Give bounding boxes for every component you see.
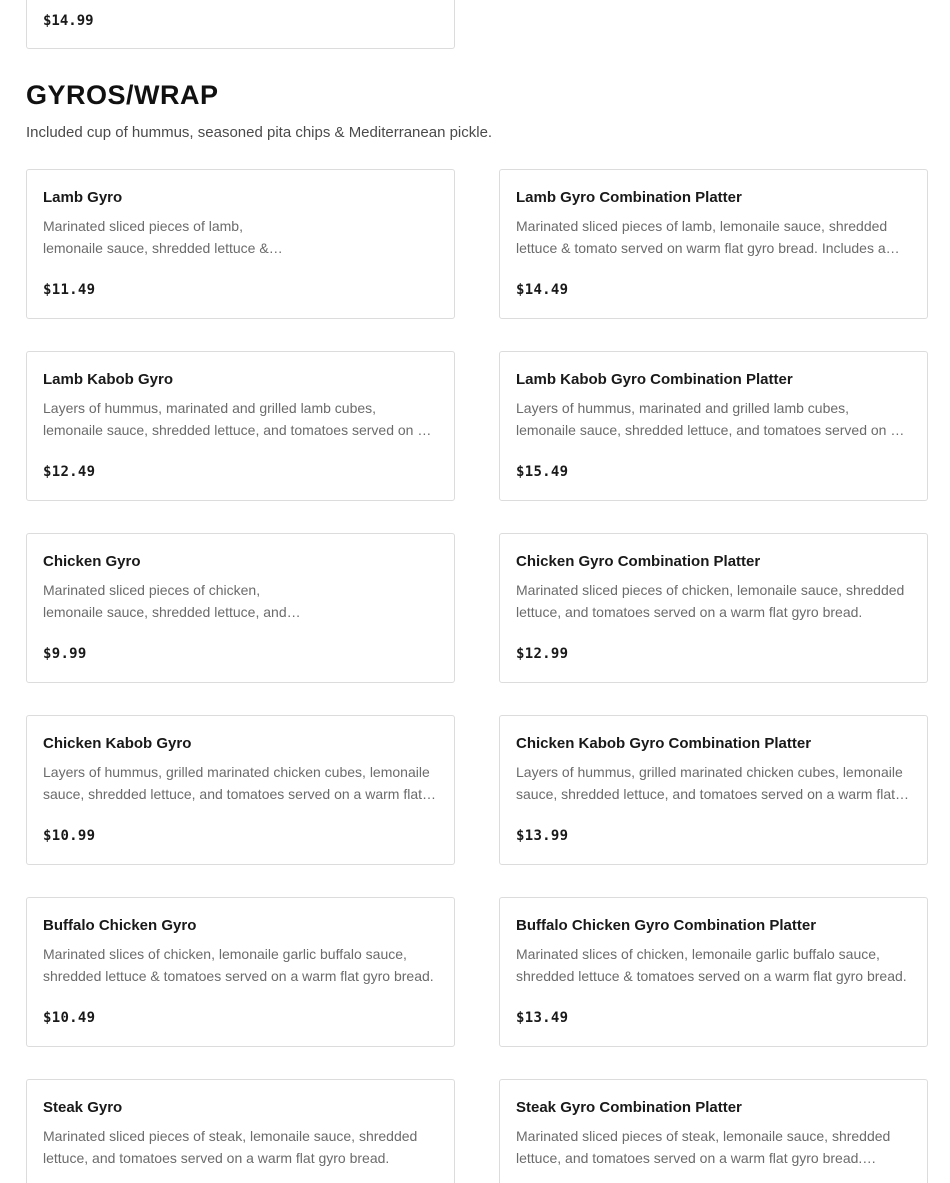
menu-item-card[interactable] (26, 533, 455, 683)
item-price: $12.99 (516, 646, 569, 662)
item-price: $13.99 (516, 828, 569, 844)
menu-item-card[interactable] (26, 1079, 455, 1183)
item-description: Marinated sliced pieces of chicken, lemonaile sauce, shredded lettuce, and (43, 582, 287, 620)
section-subtitle: Included cup of hummus, seasoned pita chips & Mediterranean pickle. (26, 124, 493, 141)
item-name: Lamb Kabob Gyro Combination Platter (516, 371, 793, 388)
item-name: Chicken Gyro (43, 553, 141, 570)
item-description: Layers of hummus, grilled marinated chicken cubes, lemonaile sauce, shredded lettuce, and tomatoes served on a warm flat (516, 764, 903, 802)
item-description: Marinated slices of chicken, lemonaile garlic buffalo sauce, shredded lettuce & tomatoes served on a warm flat gyro bread. (43, 946, 434, 984)
item-price: $15.49 (516, 464, 569, 480)
item-description: Layers of hummus, marinated and grilled lamb cubes, lemonaile sauce, shredded lettuce, and tomatoes served on a (516, 400, 899, 438)
menu-item-card[interactable] (26, 897, 455, 1047)
item-description: Marinated slices of chicken, lemonaile garlic buffalo sauce, shredded lettuce & tomatoes served on a warm flat gyro bread. (516, 946, 907, 984)
item-name: Buffalo Chicken Gyro Combination Platter (516, 917, 817, 934)
item-description: Marinated sliced pieces of lamb, lemonaile sauce, shredded lettuce & tomato served on warm flat gyro bread. Includes a (516, 218, 888, 256)
menu-item-card[interactable] (499, 351, 928, 501)
menu-item-card[interactable] (499, 1079, 928, 1183)
item-description: Marinated sliced pieces of steak, lemonaile sauce, shredded lettuce, and tomatoes served on a warm flat gyro bread. (516, 1128, 891, 1166)
menu-item-card[interactable] (499, 897, 928, 1047)
item-description: Layers of hummus, marinated and grilled lamb cubes, lemonaile sauce, shredded lettuce, and tomatoes served on a (43, 400, 426, 438)
menu-item-card[interactable] (499, 533, 928, 683)
item-price: $13.49 (516, 1010, 569, 1026)
menu-item-card[interactable] (26, 715, 455, 865)
item-name: Lamb Gyro Combination Platter (516, 189, 742, 206)
item-price: $10.49 (43, 1010, 96, 1026)
item-description: Marinated sliced pieces of lamb, lemonaile sauce, shredded lettuce & (43, 218, 269, 256)
item-price: $10.99 (43, 828, 96, 844)
item-name: Chicken Gyro Combination Platter (516, 553, 761, 570)
item-price: $12.49 (43, 464, 96, 480)
menu-item-card[interactable] (499, 169, 928, 319)
item-name: Chicken Kabob Gyro (43, 735, 192, 752)
item-description: Marinated sliced pieces of steak, lemonaile sauce, shredded lettuce, and tomatoes served on a warm flat gyro bread. (43, 1128, 418, 1166)
menu-item-card-previous[interactable] (26, 0, 455, 49)
item-price: $14.49 (516, 282, 569, 298)
item-name: Lamb Gyro (43, 189, 123, 206)
menu-item-card[interactable] (26, 351, 455, 501)
item-price: $9.99 (43, 646, 87, 662)
item-description: Marinated sliced pieces of chicken, lemonaile sauce, shredded lettuce, and tomatoes served on a warm flat gyro bread. (516, 582, 905, 620)
item-name: Steak Gyro (43, 1099, 123, 1116)
item-price: $11.49 (43, 282, 96, 298)
item-name: Steak Gyro Combination Platter (516, 1099, 742, 1116)
item-description: Layers of hummus, grilled marinated chicken cubes, lemonaile sauce, shredded lettuce, and tomatoes served on a warm flat (43, 764, 430, 802)
menu-item-card[interactable] (26, 169, 455, 319)
item-name: Chicken Kabob Gyro Combination Platter (516, 735, 812, 752)
item-name: Buffalo Chicken Gyro (43, 917, 197, 934)
section-title: GYROS/WRAP (26, 80, 219, 110)
item-price: $14.99 (43, 13, 94, 29)
menu-item-card[interactable] (499, 715, 928, 865)
item-name: Lamb Kabob Gyro (43, 371, 174, 388)
